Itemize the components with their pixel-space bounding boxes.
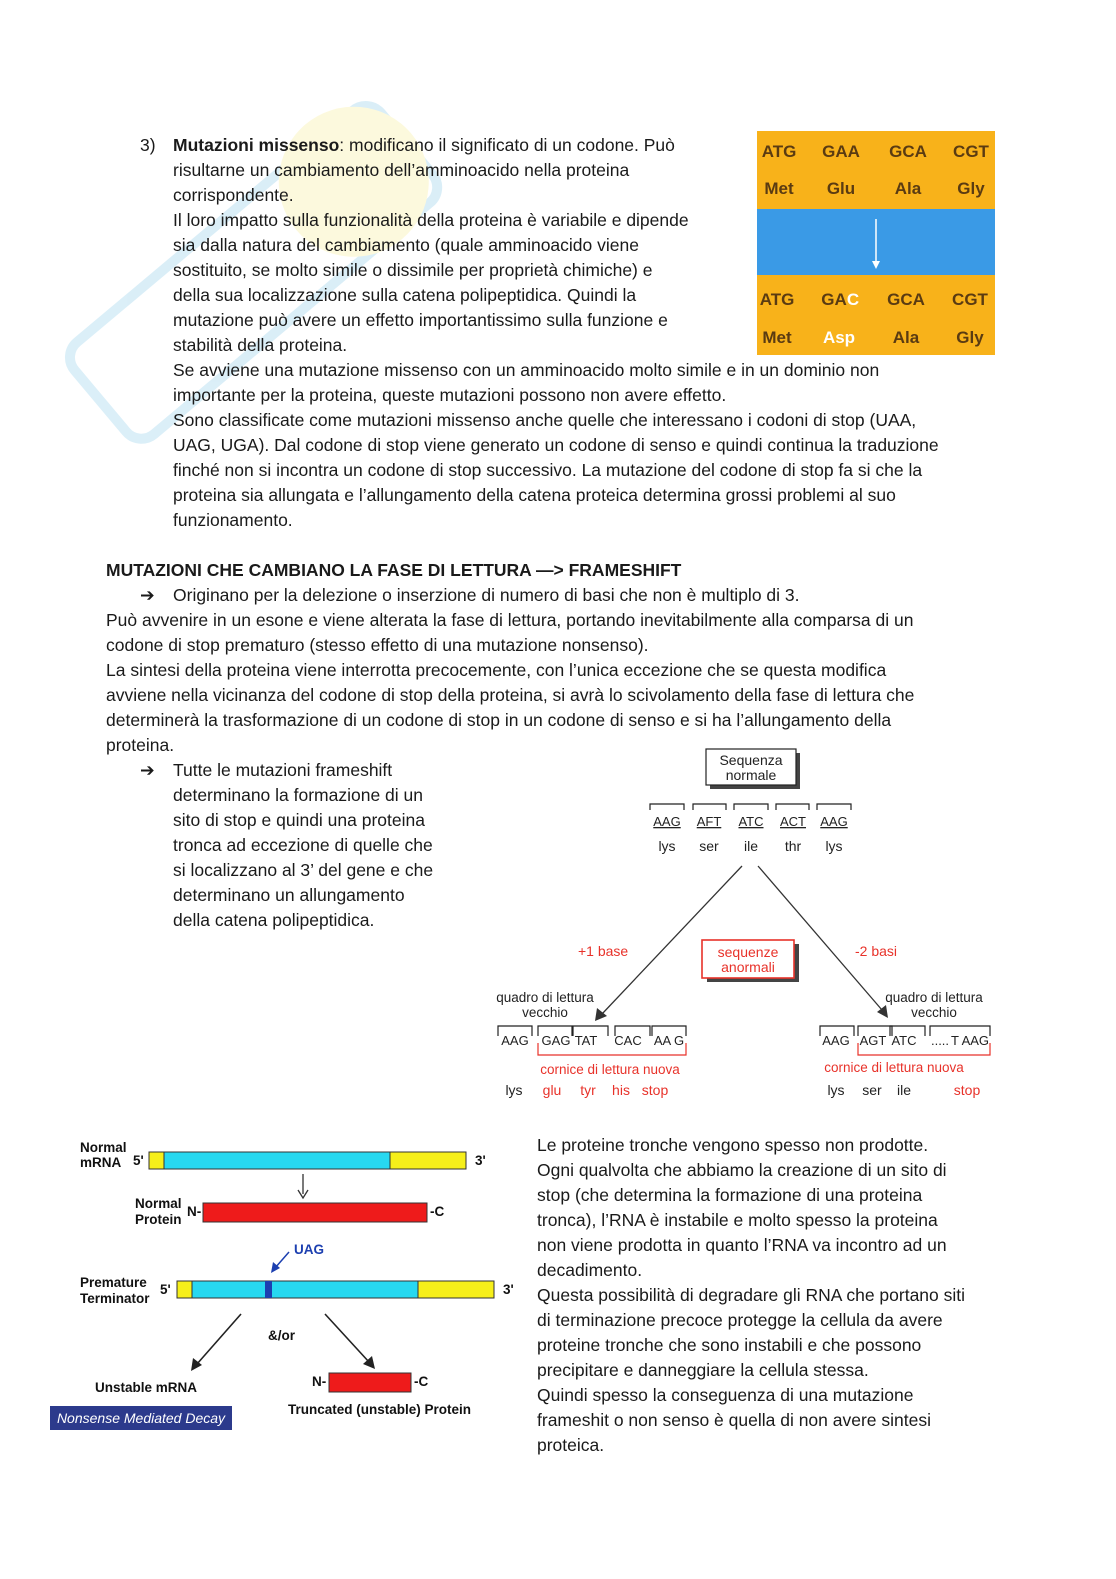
- text-line: Può avvenire in un esone e viene alterata la fase di lettura, portando inevitabilmente alla comparsa di un: [106, 610, 914, 630]
- left-aa: tyr: [580, 1082, 596, 1098]
- left-codon: AA G: [653, 1033, 685, 1048]
- aa-top: Ala: [894, 179, 922, 198]
- text-line: della catena polipeptidica.: [173, 910, 375, 930]
- text-line: Sono classificate come mutazioni missenso anche quelle che interessano i codoni di stop (UAA,: [173, 410, 917, 430]
- arrow-right-line: [758, 866, 882, 1010]
- mrna-utr5: [177, 1281, 192, 1298]
- truncated-protein-bar: [329, 1373, 411, 1392]
- text-line: della sua localizzazione sulla catena polipeptidica. Quindi la: [173, 285, 637, 305]
- item-number: 3): [140, 135, 156, 155]
- text-line: finché non si incontra un codone di stop successivo. La mutazione del codone di stop fa si che la: [173, 460, 923, 480]
- codon-top: GAA: [822, 142, 860, 161]
- codon-top: ATG: [761, 142, 797, 161]
- normal-aa: lys: [825, 838, 843, 854]
- normal-aa: thr: [784, 838, 802, 854]
- text-line: Le proteine tronche vengono spesso non prodotte.: [537, 1135, 929, 1155]
- old-frame-label: vecchio: [522, 1005, 568, 1020]
- left-codon: CAC: [614, 1033, 642, 1048]
- mrna-coding: [164, 1152, 390, 1169]
- codon-top: CGT: [953, 142, 989, 161]
- aa-bottom: Met: [762, 328, 792, 347]
- normal-codon: ATC: [738, 814, 764, 829]
- right-codon: ATC: [891, 1033, 917, 1048]
- missense-intro: : modificano il significato di un codone. Può: [339, 135, 675, 155]
- andor-label: &/or: [268, 1328, 295, 1343]
- text-line: determinano la formazione di un: [173, 785, 424, 805]
- plus-one-label: +1 base: [578, 943, 629, 959]
- old-frame-label: quadro di lettura: [496, 990, 594, 1005]
- text-line: sito di stop e quindi una proteina: [173, 810, 425, 830]
- text-line: La sintesi della proteina viene interrotta precocemente, con l’unica eccezione che se questa modifica: [106, 660, 887, 680]
- right-aa: ser: [862, 1082, 882, 1098]
- mutated-base: C: [846, 290, 860, 309]
- n-terminus: N-: [312, 1374, 327, 1389]
- text-line: funzionamento.: [173, 510, 293, 530]
- box-label: normale: [725, 767, 777, 783]
- aa-bottom: Ala: [892, 328, 920, 347]
- normal-aa: ile: [743, 838, 759, 854]
- text-line: stop (che determina la formazione di una proteina: [537, 1185, 923, 1205]
- normal-mrna-label: mRNA: [80, 1155, 122, 1170]
- right-codon: AAG: [822, 1033, 850, 1048]
- text-line: stabilità della proteina.: [173, 335, 348, 355]
- box-label: sequenze: [717, 944, 779, 960]
- codon-bottom: GA: [821, 290, 847, 309]
- aa-top: Glu: [826, 179, 856, 198]
- three-prime: 3': [503, 1282, 514, 1297]
- nmd-label: Nonsense Mediated Decay: [56, 1410, 226, 1426]
- arrow-line: [197, 1314, 241, 1364]
- mrna-utr3: [390, 1152, 466, 1169]
- text-line: proteine tronche che sono instabili e che possono: [537, 1335, 922, 1355]
- text-line: proteica.: [537, 1435, 605, 1455]
- nmd-explanation: [537, 1133, 1007, 1458]
- text-line: tronca), l’RNA è instabile e molto spesso la proteina: [537, 1210, 938, 1230]
- normal-codon: AAG: [820, 814, 848, 829]
- aa-top: Gly: [957, 179, 985, 198]
- frameshift-bullet-1: Originano per la delezione o inserzione di numero di basi che non è multiplo di 3.: [173, 585, 800, 605]
- codon-top: GCA: [889, 142, 927, 161]
- box-label: Sequenza: [719, 752, 783, 768]
- right-codon: .....: [930, 1033, 950, 1048]
- missense-codon-figure: [757, 131, 995, 355]
- text-line: determinano un allungamento: [173, 885, 405, 905]
- text-line: sia dalla natura del cambiamento (quale amminoacido viene: [173, 235, 639, 255]
- text-line: proteina.: [106, 735, 175, 755]
- nmd-diagram: [45, 1130, 525, 1440]
- left-aa: his: [612, 1082, 630, 1098]
- five-prime: 5': [160, 1282, 171, 1297]
- frameshift-heading: MUTAZIONI CHE CAMBIANO LA FASE DI LETTURA —> FRAMESHIFT: [106, 560, 682, 580]
- aa-top: Met: [764, 179, 794, 198]
- premature-label: Terminator: [80, 1291, 150, 1306]
- text-line: codone di stop prematuro (stesso effetto di una mutazione nonsenso).: [106, 635, 649, 655]
- normal-aa: ser: [699, 838, 719, 854]
- codon-bottom: CGT: [952, 290, 988, 309]
- text-line: Se avviene una mutazione missenso con un amminoacido molto simile e in un dominio non: [173, 360, 880, 380]
- normal-protein-label: Normal: [135, 1196, 182, 1211]
- text-line: importante per la proteina, queste mutazioni possono non avere effetto.: [173, 385, 727, 405]
- mrna-utr3: [418, 1281, 494, 1298]
- right-codon: AGT: [859, 1033, 887, 1048]
- text-line: Questa possibilità di degradare gli RNA che portano siti: [537, 1285, 966, 1305]
- left-aa: lys: [505, 1082, 523, 1098]
- text-line: tronca ad eccezione di quelle che: [173, 835, 433, 855]
- text-line: sostituito, se molto simile o dissimile per proprietà chimiche) e: [173, 260, 653, 280]
- text-line: frameshit o non senso è quella di non avere sintesi: [537, 1410, 931, 1430]
- text-line: risultarne un cambiamento dell’amminoacido nella proteina: [173, 160, 630, 180]
- right-aa: lys: [827, 1082, 845, 1098]
- arrow-bullet-icon: ➔: [140, 760, 155, 780]
- missense-title: Mutazioni missenso: [173, 135, 340, 155]
- text-line: proteina sia allungata e l’allungamento della catena proteica determina grossi problemi al suo: [173, 485, 896, 505]
- normal-protein-label: Protein: [135, 1212, 182, 1227]
- left-new-frame-label: cornice di lettura nuova: [540, 1062, 680, 1077]
- frameshift-paragraph: [106, 608, 1006, 758]
- left-aa: glu: [542, 1082, 562, 1098]
- missense-continued: [173, 358, 1003, 533]
- n-terminus: N-: [187, 1204, 202, 1219]
- mrna-coding: [192, 1281, 418, 1298]
- c-terminus: -C: [430, 1204, 445, 1219]
- left-codon: TAT: [574, 1033, 598, 1048]
- text-line: Quindi spesso la conseguenza di una mutazione: [537, 1385, 914, 1405]
- normal-codon: ACT: [780, 814, 806, 829]
- left-aa: stop: [641, 1082, 669, 1098]
- unstable-mrna-label: Unstable mRNA: [95, 1380, 198, 1395]
- frameshift-bullet-2: [173, 758, 473, 933]
- text-line: si localizzano al 3’ del gene e che: [173, 860, 434, 880]
- right-new-frame-label: cornice di lettura nuova: [824, 1060, 964, 1075]
- five-prime: 5': [133, 1153, 144, 1168]
- text-line: avviene nella vicinanza del codone di stop della proteina, si avrà lo scivolamento della fase di lettura che: [106, 685, 915, 705]
- old-frame-label: vecchio: [911, 1005, 957, 1020]
- normal-codon: AFT: [696, 814, 722, 829]
- text-line: Ogni qualvolta che abbiamo la creazione di un sito di: [537, 1160, 947, 1180]
- text-line: determinerà la trasformazione di un codone di stop in un codone di senso e si ha l’allungamento della: [106, 710, 892, 730]
- text-line: non viene prodotta in quanto l’RNA va incontro ad un: [537, 1235, 947, 1255]
- premature-label: Premature: [80, 1275, 147, 1290]
- text-line: decadimento.: [537, 1260, 643, 1280]
- c-terminus: -C: [414, 1374, 429, 1389]
- uag-label: UAG: [294, 1242, 324, 1257]
- codon-bottom: GCA: [887, 290, 925, 309]
- text-line: corrispondente.: [173, 185, 294, 205]
- right-codon: T AAG: [950, 1033, 990, 1048]
- missense-section: [173, 133, 743, 358]
- normal-protein-bar: [203, 1203, 427, 1222]
- stop-codon-marker: [265, 1281, 272, 1298]
- right-aa: stop: [953, 1082, 981, 1098]
- codon-bottom: ATG: [759, 290, 795, 309]
- normal-mrna-label: Normal: [80, 1140, 127, 1155]
- minus-two-label: -2 basi: [855, 943, 898, 959]
- truncated-protein-label: Truncated (unstable) Protein: [288, 1402, 472, 1417]
- text-line: UAG, UGA). Dal codone di stop viene generato un codone di senso e quindi continua la traduzione: [173, 435, 939, 455]
- old-frame-label: quadro di lettura: [885, 990, 983, 1005]
- left-codon: AAG: [501, 1033, 529, 1048]
- arrow-bullet-icon: ➔: [140, 585, 155, 605]
- left-codon: GAG: [541, 1033, 571, 1048]
- frameshift-diagram: [480, 740, 1010, 1110]
- text-line: di terminazione precoce protegge la cellula da avere: [537, 1310, 943, 1330]
- text-line: Tutte le mutazioni frameshift: [173, 760, 393, 780]
- text-line: mutazione può avere un effetto importantissimo sulla funzione e: [173, 310, 668, 330]
- normal-codon: AAG: [653, 814, 681, 829]
- arrow-line: [325, 1314, 369, 1362]
- text-line: Il loro impatto sulla funzionalità della proteina è variabile e dipende: [173, 210, 689, 230]
- three-prime: 3': [475, 1153, 486, 1168]
- aa-bottom: Gly: [956, 328, 984, 347]
- box-label: anormali: [721, 959, 775, 975]
- text-line: precipitare e danneggiare la cellula stessa.: [537, 1360, 869, 1380]
- normal-aa: lys: [658, 838, 676, 854]
- aa-bottom-mutated: Asp: [822, 328, 856, 347]
- right-aa: ile: [896, 1082, 912, 1098]
- mrna-utr5: [149, 1152, 164, 1169]
